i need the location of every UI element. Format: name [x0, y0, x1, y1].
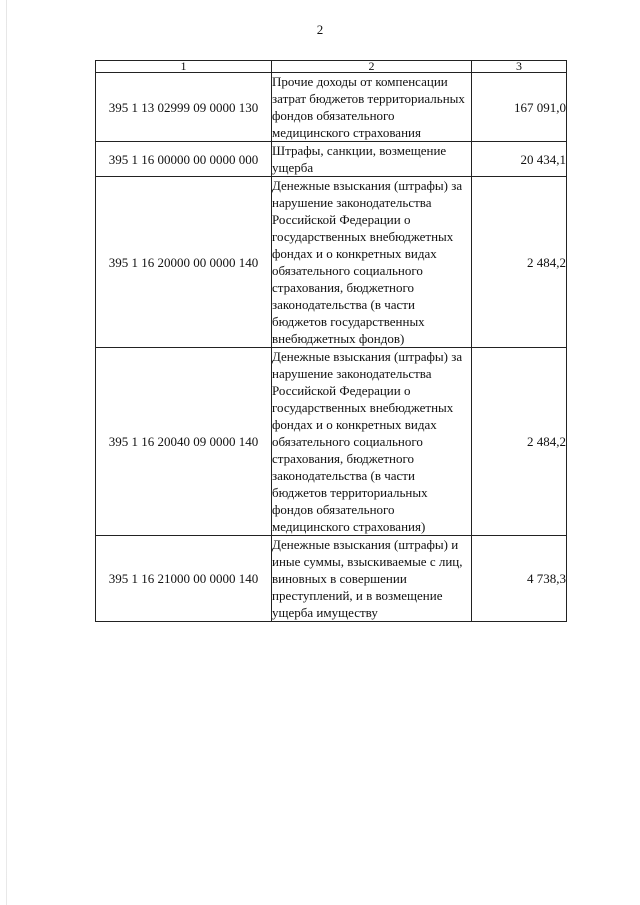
budget-revenue-table — [95, 60, 567, 622]
table-header-row — [96, 61, 567, 73]
row-amount: 20 434,1 — [472, 142, 567, 177]
column-header-name: 2 — [272, 61, 472, 73]
scan-edge-artifact — [6, 0, 7, 905]
row-name: Прочие доходы от компенсации затрат бюджетов территориальных фондов обязательного медицинского страхования — [272, 73, 472, 142]
row-name: Денежные взыскания (штрафы) за нарушение законодательства Российской Федерации о государственных внебюджетных фондах и о конкретных видах обязательного социального страхования, бюджетного законодательства (в части бюджетов территориальных фондов обязательного медицинского страхования) — [272, 348, 472, 536]
page-number: 2 — [316, 22, 324, 37]
table-row — [96, 142, 567, 177]
row-amount: 4 738,3 — [472, 536, 567, 622]
table-row — [96, 73, 567, 142]
row-amount: 167 091,0 — [472, 73, 567, 142]
row-name: Денежные взыскания (штрафы) и иные суммы, взыскиваемые с лиц, виновных в совершении преступлений, и в возмещение ущерба имуществу — [272, 536, 472, 622]
table-row — [96, 536, 567, 622]
table-row — [96, 177, 567, 348]
row-code: 395 1 16 20040 09 0000 140 — [96, 348, 272, 536]
column-header-amount: 3 — [472, 61, 567, 73]
row-amount: 2 484,2 — [472, 348, 567, 536]
table-row — [96, 348, 567, 536]
row-code: 395 1 16 20000 00 0000 140 — [96, 177, 272, 348]
row-name: Денежные взыскания (штрафы) за нарушение законодательства Российской Федерации о государственных внебюджетных фондах и о конкретных видах обязательного социального страхования, бюджетного законодательства (в части бюджетов государственных внебюджетных фондов) — [272, 177, 472, 348]
column-header-code: 1 — [96, 61, 272, 73]
row-name: Штрафы, санкции, возмещение ущерба — [272, 142, 472, 177]
row-code: 395 1 13 02999 09 0000 130 — [96, 73, 272, 142]
row-code: 395 1 16 00000 00 0000 000 — [96, 142, 272, 177]
row-amount: 2 484,2 — [472, 177, 567, 348]
row-code: 395 1 16 21000 00 0000 140 — [96, 536, 272, 622]
